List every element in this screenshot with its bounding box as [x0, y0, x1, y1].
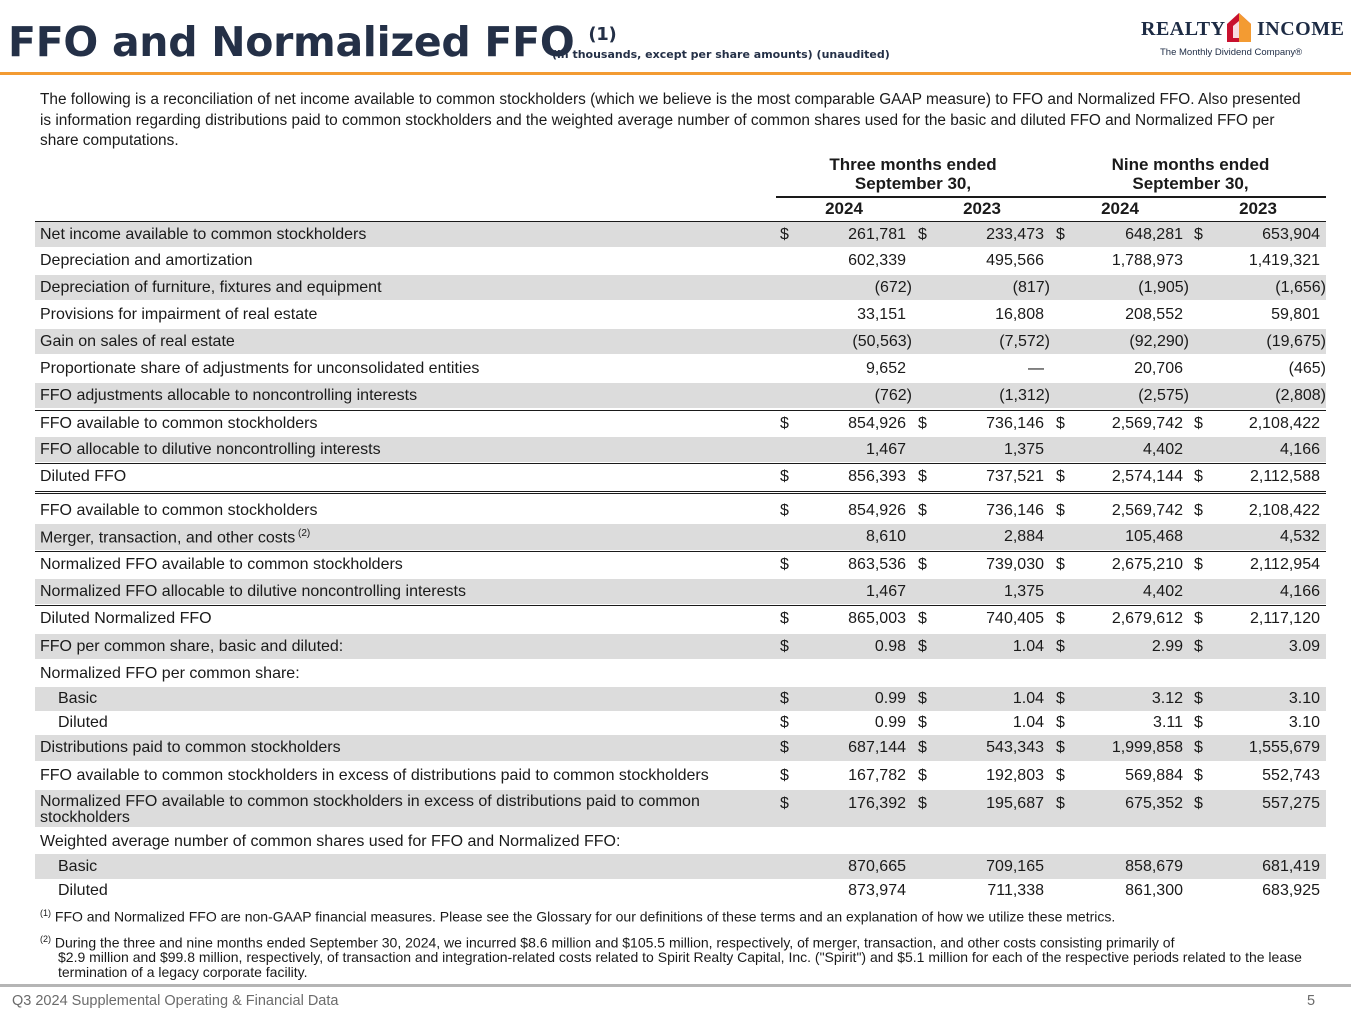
cell-value: 4,532: [1279, 528, 1320, 545]
cell-value: 8,610: [865, 528, 906, 545]
currency-symbol: $: [1194, 226, 1203, 243]
cell-value: 3.11: [1153, 714, 1183, 731]
row-label: Gain on sales of real estate: [40, 333, 235, 350]
row-label: Normalized FFO per common share:: [40, 665, 300, 682]
intro-paragraph: The following is a reconciliation of net income available to common stockholders (which we believe is the most comparable GAAP measure) to FFO and Normalized FFO. Also presented is information regarding distributions paid to common stockholders and the weighted average number of common shares used for the basic and diluted FFO and Normalized FFO per share computations.: [40, 91, 1301, 149]
cell-value: (2,575): [1138, 387, 1189, 404]
cell-value: 59,801: [1271, 306, 1320, 323]
table-row: [35, 790, 1326, 827]
page-subtitle: (in thousands, except per share amounts) (unaudited): [552, 48, 890, 61]
cell-value: 33,151: [857, 306, 906, 323]
cell-value: (50,563): [852, 333, 912, 350]
cell-value: 3.09: [1288, 638, 1320, 655]
cell-value: 105,468: [1125, 528, 1183, 545]
row-label: Normalized FFO allocable to dilutive noncontrolling interests: [40, 583, 466, 600]
cell-value: (7,572): [999, 333, 1050, 350]
cell-value: 2,675,210: [1111, 556, 1183, 573]
currency-symbol: $: [780, 690, 789, 707]
cell-value: 854,926: [848, 415, 906, 432]
currency-symbol: $: [918, 468, 927, 485]
currency-symbol: $: [780, 226, 789, 243]
cell-value: 2,574,144: [1111, 468, 1183, 485]
row-label: FFO allocable to dilutive noncontrolling interests: [40, 441, 381, 458]
logo-tagline: The Monthly Dividend Company®: [1160, 47, 1303, 58]
header-rule: [0, 72, 1351, 75]
currency-symbol: $: [1194, 767, 1203, 784]
currency-symbol: $: [1056, 739, 1065, 756]
currency-symbol: $: [780, 556, 789, 573]
cell-value: 4,402: [1142, 441, 1183, 458]
cell-value: 1,999,858: [1111, 739, 1183, 756]
row-footnote-mark: (2): [295, 528, 311, 539]
cell-value: 863,536: [848, 556, 906, 573]
currency-symbol: $: [1194, 502, 1203, 519]
year-header: 2023: [1239, 199, 1277, 218]
currency-symbol: $: [1056, 714, 1065, 731]
currency-symbol: $: [1194, 795, 1203, 812]
group-header-nine-months: [1055, 155, 1326, 193]
cell-value: 865,003: [848, 610, 906, 627]
cell-value: (92,290): [1129, 333, 1189, 350]
cell-value: 1.04: [1012, 714, 1044, 731]
cell-value: 4,402: [1142, 583, 1183, 600]
currency-symbol: $: [1194, 690, 1203, 707]
cell-value: 9,652: [865, 360, 906, 377]
footer-rule: [0, 984, 1351, 987]
currency-symbol: $: [780, 795, 789, 812]
table-row: [35, 221, 1326, 247]
cell-value: 1,375: [1003, 583, 1044, 600]
table-row: [35, 463, 1326, 489]
row-label: Normalized FFO available to common stockholders: [40, 556, 403, 573]
footnote-text: During the three and nine months ended September 30, 2024, we incurred $8.6 million and $105.5 million, respectively, of merger, transaction, and other costs consisting primarily of: [54, 934, 1175, 951]
group-header-three-months: [776, 155, 1050, 193]
cell-value: 709,165: [986, 858, 1044, 875]
cell-value: 233,473: [986, 226, 1044, 243]
cell-value: 552,743: [1262, 767, 1320, 784]
cell-value: 1,788,973: [1111, 252, 1183, 269]
cell-value: 858,679: [1125, 858, 1183, 875]
cell-value: 2,117,120: [1250, 610, 1320, 627]
currency-symbol: $: [918, 226, 927, 243]
footnote-1: [40, 906, 1330, 924]
cell-value: (19,675): [1266, 333, 1326, 350]
table-row: [35, 383, 1326, 408]
currency-symbol: $: [918, 415, 927, 432]
row-label: Diluted: [58, 882, 108, 899]
cell-value: 1,375: [1003, 441, 1044, 458]
row-label: Depreciation of furniture, fixtures and equipment: [40, 279, 382, 296]
row-label: FFO available to common stockholders: [40, 415, 318, 432]
row-label: Normalized FFO available to common stockholders in excess of distributions paid to common stockholders: [40, 793, 700, 826]
row-label: Basic: [58, 858, 98, 875]
row-label: Diluted: [58, 714, 108, 731]
table-row: [35, 735, 1326, 761]
logo-house-icon: [1224, 12, 1254, 44]
group-header-line1: Nine months ended: [1111, 155, 1270, 174]
currency-symbol: $: [780, 739, 789, 756]
row-label: Net income available to common stockholders: [40, 226, 367, 243]
row-label: Proportionate share of adjustments for unconsolidated entities: [40, 360, 480, 377]
logo-word-left: REALTY: [1141, 18, 1226, 40]
cell-value: 2,679,612: [1111, 610, 1183, 627]
cell-value: 2,569,742: [1111, 502, 1183, 519]
currency-symbol: $: [1194, 638, 1203, 655]
footer-document-title: Q3 2024 Supplemental Operating & Financial Data: [12, 993, 339, 1009]
cell-value: (2,808): [1275, 387, 1326, 404]
table-row: [35, 248, 1326, 273]
table-row: [35, 302, 1326, 327]
currency-symbol: $: [1056, 415, 1065, 432]
page-title-text: FFO and Normalized FFO: [8, 18, 575, 66]
table-row: [35, 356, 1326, 381]
cell-value: 195,687: [986, 795, 1044, 812]
company-logo: [1135, 12, 1345, 64]
cell-value: 2,112,588: [1250, 468, 1320, 485]
cell-value: 208,552: [1125, 306, 1183, 323]
page-title: [8, 18, 616, 66]
cell-value: 2,569,742: [1111, 415, 1183, 432]
currency-symbol: $: [1056, 795, 1065, 812]
cell-value: (1,905): [1138, 279, 1189, 296]
cell-value: 873,974: [848, 882, 906, 899]
currency-symbol: $: [1194, 739, 1203, 756]
currency-symbol: $: [1056, 767, 1065, 784]
cell-value: 192,803: [986, 767, 1044, 784]
cell-value: 0.99: [874, 714, 906, 731]
cell-value: 167,782: [848, 767, 906, 784]
cell-value: 3.10: [1288, 714, 1320, 731]
cell-value: 3.12: [1151, 690, 1183, 707]
currency-symbol: $: [1194, 415, 1203, 432]
cell-value: —: [1028, 360, 1044, 377]
row-label: Diluted Normalized FFO: [40, 610, 212, 627]
cell-value: (465): [1288, 360, 1326, 377]
cell-value: 854,926: [848, 502, 906, 519]
row-label: Provisions for impairment of real estate: [40, 306, 318, 323]
currency-symbol: $: [1194, 556, 1203, 573]
year-header: 2024: [825, 199, 863, 218]
currency-symbol: $: [1056, 610, 1065, 627]
table-row: [35, 524, 1326, 550]
currency-symbol: $: [918, 556, 927, 573]
group-header-line2: September 30,: [1132, 174, 1249, 193]
cell-value: 557,275: [1262, 795, 1320, 812]
table-row: [35, 711, 1326, 735]
table-row: [35, 437, 1326, 462]
table-row: [35, 498, 1326, 523]
currency-symbol: $: [780, 714, 789, 731]
cell-value: 4,166: [1279, 441, 1320, 458]
currency-symbol: $: [780, 415, 789, 432]
currency-symbol: $: [780, 502, 789, 519]
table-row: [35, 829, 1326, 854]
group-header-line1: Three months ended: [829, 155, 997, 174]
row-label: FFO adjustments allocable to noncontrolling interests: [40, 387, 418, 404]
cell-value: 681,419: [1262, 858, 1320, 875]
cell-value: 2,112,954: [1250, 556, 1320, 573]
currency-symbol: $: [1056, 468, 1065, 485]
row-label: Basic: [58, 690, 98, 707]
cell-value: (1,656): [1275, 279, 1326, 296]
currency-symbol: $: [918, 638, 927, 655]
row-label: FFO available to common stockholders: [40, 502, 318, 519]
currency-symbol: $: [1056, 690, 1065, 707]
cell-value: 0.99: [874, 690, 906, 707]
cell-value: (672): [874, 279, 912, 296]
currency-symbol: $: [918, 739, 927, 756]
cell-value: 2,108,422: [1248, 502, 1320, 519]
cell-value: 648,281: [1125, 226, 1183, 243]
currency-symbol: $: [1056, 226, 1065, 243]
cell-value: 683,925: [1262, 882, 1320, 899]
table-row: [35, 854, 1326, 879]
cell-value: 870,665: [848, 858, 906, 875]
cell-value: (817): [1012, 279, 1050, 296]
currency-symbol: $: [780, 638, 789, 655]
row-label: FFO per common share, basic and diluted:: [40, 638, 344, 655]
cell-value: 737,521: [986, 468, 1044, 485]
currency-symbol: $: [1056, 638, 1065, 655]
logo-word-right: INCOME: [1257, 18, 1345, 40]
cell-value: 1.04: [1012, 638, 1044, 655]
table-row: [35, 579, 1326, 604]
cell-value: 740,405: [986, 610, 1044, 627]
currency-symbol: $: [1194, 468, 1203, 485]
cell-value: 687,144: [848, 739, 906, 756]
table-row: [35, 551, 1326, 578]
table-row: [35, 687, 1326, 711]
cell-value: 543,343: [986, 739, 1044, 756]
table-row: [35, 763, 1326, 789]
year-header: 2023: [963, 199, 1001, 218]
currency-symbol: $: [780, 610, 789, 627]
cell-value: 16,808: [995, 306, 1044, 323]
row-label: Weighted average number of common shares used for FFO and Normalized FFO:: [40, 833, 621, 850]
cell-value: 1,419,321: [1248, 252, 1320, 269]
table-row: [35, 878, 1326, 903]
cell-value: 2,108,422: [1248, 415, 1320, 432]
footer-page-number: 5: [1307, 993, 1316, 1009]
cell-value: 602,339: [848, 252, 906, 269]
footnote-text-continued: $2.9 million and $99.8 million, respectively, of transaction and integration-related costs related to Spirit Realty Capital, Inc. ("Spirit") and $5.1 million for each of the respective periods related to the lease termination of a legacy corporate facility.: [58, 949, 1302, 980]
title-footnote-mark: (1): [588, 24, 617, 45]
table-row: [35, 605, 1326, 632]
currency-symbol: $: [780, 468, 789, 485]
currency-symbol: $: [918, 502, 927, 519]
cell-value: 861,300: [1125, 882, 1183, 899]
cell-value: 3.10: [1288, 690, 1320, 707]
currency-symbol: $: [918, 610, 927, 627]
cell-value: 2,884: [1003, 528, 1044, 545]
cell-value: 2.99: [1151, 638, 1183, 655]
cell-value: 856,393: [848, 468, 906, 485]
table-row: [35, 329, 1326, 354]
group-header-rule: [776, 196, 1326, 198]
row-label: Distributions paid to common stockholders: [40, 739, 341, 756]
currency-symbol: $: [1056, 502, 1065, 519]
row-label: FFO available to common stockholders in excess of distributions paid to common stockholders: [40, 767, 709, 784]
table-row: [35, 275, 1326, 300]
cell-value: 675,352: [1125, 795, 1183, 812]
currency-symbol: $: [918, 714, 927, 731]
cell-value: 1,467: [865, 441, 906, 458]
year-header: 2024: [1101, 199, 1139, 218]
group-header-line2: September 30,: [854, 174, 972, 193]
currency-symbol: $: [1056, 556, 1065, 573]
cell-value: 495,566: [986, 252, 1044, 269]
currency-symbol: $: [1194, 714, 1203, 731]
table-row: [35, 410, 1326, 436]
row-label: Diluted FFO: [40, 468, 127, 485]
cell-value: 261,781: [848, 226, 906, 243]
cell-value: 711,338: [987, 882, 1044, 899]
row-label: Merger, transaction, and other costs $^{(2)}$: [40, 528, 311, 547]
cell-value: 1,555,679: [1248, 739, 1320, 756]
cell-value: 653,904: [1262, 226, 1320, 243]
currency-symbol: $: [918, 690, 927, 707]
currency-symbol: $: [1194, 610, 1203, 627]
footnote-mark: (1): [40, 908, 51, 918]
cell-value: 736,146: [986, 415, 1044, 432]
currency-symbol: $: [918, 795, 927, 812]
footnote-2: [40, 932, 1330, 979]
cell-value: 1.04: [1012, 690, 1044, 707]
cell-value: (762): [874, 387, 912, 404]
row-label: Depreciation and amortization: [40, 252, 253, 269]
cell-value: 0.98: [874, 638, 906, 655]
cell-value: 176,392: [848, 795, 906, 812]
footnote-mark: (2): [40, 934, 51, 944]
cell-value: (1,312): [999, 387, 1050, 404]
footnote-text: FFO and Normalized FFO are non-GAAP financial measures. Please see the Glossary for our definitions of these terms and an explanation of how we utilize these metrics.: [54, 908, 1116, 925]
cell-value: 1,467: [865, 583, 906, 600]
cell-value: 4,166: [1279, 583, 1320, 600]
currency-symbol: $: [918, 767, 927, 784]
cell-value: 739,030: [986, 556, 1044, 573]
cell-value: 20,706: [1134, 360, 1183, 377]
table-row: [35, 661, 1326, 686]
table-row: [35, 634, 1326, 659]
cell-value: 569,884: [1125, 767, 1183, 784]
currency-symbol: $: [780, 767, 789, 784]
cell-value: 736,146: [986, 502, 1044, 519]
